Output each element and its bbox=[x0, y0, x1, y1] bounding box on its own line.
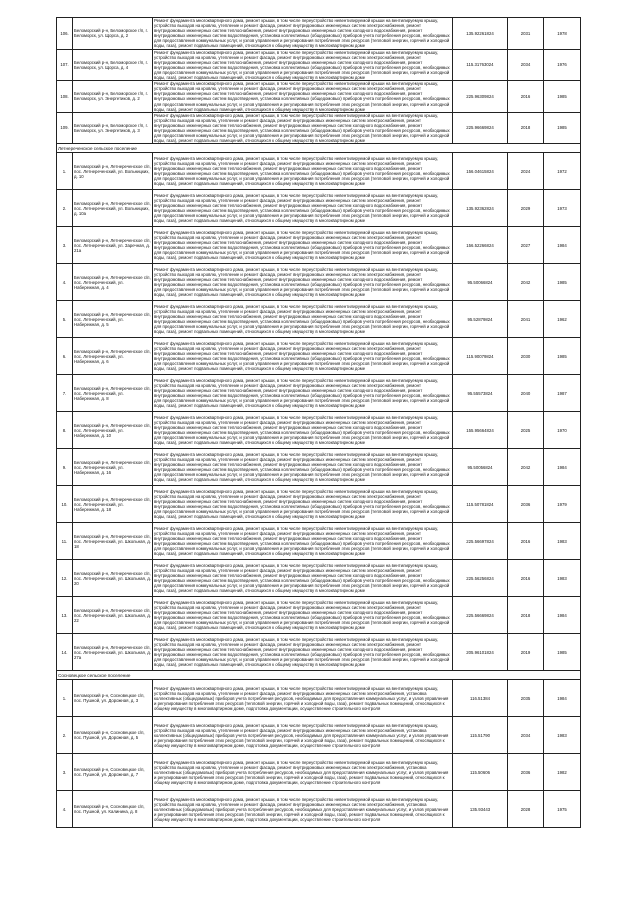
row-number: 3. bbox=[57, 754, 73, 791]
row-address: Беломорский р-н, Летнереченское с/п, пос. Летнереченский, ул. Вольницких, д. 10а bbox=[73, 190, 153, 227]
row-number: 106. bbox=[57, 18, 73, 50]
row-number: 7. bbox=[57, 375, 73, 412]
row-address: Беломорский р-н, Летнереченское с/п, пос. Летнереченский, ул. Школьная, д. 20 bbox=[73, 560, 153, 597]
row-planned-year: 2030 bbox=[508, 338, 544, 375]
row-work-description: Ремонт фундамента многоквартирного дома, ремонт крыши, в том числе переустройство невентилируемой крыши на вентилируемую крышу, устройство выходов на кровлю, утепление и ремонт фасада, ремонт внутридомовых инженерных систем электроснабжения, установка коллективных (общедомовых) приборов учета потребления ресурсов, необходимых для предоставления коммунальных услуг, и узлов управления и регулирования потребления этих ресурсов (тепловой энергии, горячей и холодной воды, газа), ремонт подвальных помещений, относящихся к общему имуществу в многоквартирном доме, подготовка документации, осуществление строительного контроля bbox=[153, 717, 453, 754]
row-planned-year: 2042 bbox=[508, 449, 544, 486]
row-address: Беломорский р-н, Летнереченское с/п, пос. Летнереченский, ул. Набережная, д. 18 bbox=[73, 486, 153, 523]
table-row bbox=[57, 301, 581, 338]
row-built-year: 1985 bbox=[544, 112, 581, 144]
capital-repair-table bbox=[56, 17, 581, 828]
row-work-description: Ремонт фундамента многоквартирного дома, ремонт крыши, в том числе переустройство невентилируемой крыши на вентилируемую крышу, устройство выходов на кровлю, утепление и ремонт фасада, ремонт внутридомовых инженерных систем электроснабжения, ремонт внутридомовых инженерных систем теплоснабжения, ремонт внутридомовых инженерных систем холодного водоснабжения, ремонт внутридомовых инженерных систем водоотведения, установка коллективных (общедомовых) приборов учета потребления ресурсов, необходимых для предоставления коммунальных услуг, и узлов управления и регулирования потребления этих ресурсов (тепловой энергии, горячей и холодной воды, газа), ремонт подвальных помещений, относящихся к общему имуществу в многоквартирном доме bbox=[153, 190, 453, 227]
row-built-year: 1962 bbox=[544, 301, 581, 338]
table-row bbox=[57, 375, 581, 412]
row-number: 2. bbox=[57, 717, 73, 754]
row-planned-year: 2034 bbox=[508, 717, 544, 754]
row-number: 108. bbox=[57, 81, 73, 113]
row-number: 5. bbox=[57, 301, 73, 338]
row-work-description: Ремонт фундамента многоквартирного дома, ремонт крыши, в том числе переустройство невентилируемой крыши на вентилируемую крышу, устройство выходов на кровлю, утепление и ремонт фасада, ремонт внутридомовых инженерных систем электроснабжения, ремонт внутридомовых инженерных систем теплоснабжения, ремонт внутридомовых инженерных систем холодного водоснабжения, ремонт внутридомовых инженерных систем водоотведения, установка коллективных (общедомовых) приборов учета потребления ресурсов, необходимых для предоставления коммунальных услуг, и узлов управления и регулирования потребления этих ресурсов (тепловой энергии, горячей и холодной воды, газа), ремонт подвальных помещений, относящихся к общему имуществу в многоквартирном доме bbox=[153, 375, 453, 412]
row-work-description: Ремонт фундамента многоквартирного дома, ремонт крыши, в том числе переустройство невентилируемой крыши на вентилируемую крышу, устройство выходов на кровлю, утепление и ремонт фасада, ремонт внутридомовых инженерных систем электроснабжения, ремонт внутридомовых инженерных систем теплоснабжения, ремонт внутридомовых инженерных систем холодного водоснабжения, ремонт внутридомовых инженерных систем водоотведения, установка коллективных (общедомовых) приборов учета потребления ресурсов, необходимых для предоставления коммунальных услуг, и узлов управления и регулирования потребления этих ресурсов (тепловой энергии, горячей и холодной воды, газа), ремонт подвальных помещений, относящихся к общему имуществу в многоквартирном доме bbox=[153, 412, 453, 449]
table-row bbox=[57, 81, 581, 113]
row-planned-year: 2018 bbox=[508, 597, 544, 634]
row-work-description: Ремонт фундамента многоквартирного дома, ремонт крыши, в том числе переустройство невентилируемой крыши на вентилируемую крышу, устройство выходов на кровлю, утепление и ремонт фасада, ремонт внутридомовых инженерных систем электроснабжения, ремонт внутридомовых инженерных систем теплоснабжения, ремонт внутридомовых инженерных систем холодного водоснабжения, ремонт внутридомовых инженерных систем водоотведения, установка коллективных (общедомовых) приборов учета потребления ресурсов, необходимых для предоставления коммунальных услуг, и узлов управления и регулирования потребления этих ресурсов (тепловой энергии, горячей и холодной воды, газа), ремонт подвальных помещений, относящихся к общему имуществу в многоквартирном доме bbox=[153, 153, 453, 190]
row-work-description: Ремонт фундамента многоквартирного дома, ремонт крыши, в том числе переустройство невентилируемой крыши на вентилируемую крышу, устройство выходов на кровлю, утепление и ремонт фасада, ремонт внутридомовых инженерных систем электроснабжения, ремонт внутридомовых инженерных систем теплоснабжения, ремонт внутридомовых инженерных систем холодного водоснабжения, ремонт внутридомовых инженерных систем водоотведения, установка коллективных (общедомовых) приборов учета потребления ресурсов, необходимых для предоставления коммунальных услуг, и узлов управления и регулирования потребления этих ресурсов (тепловой энергии, горячей и холодной воды, газа), ремонт подвальных помещений, относящихся к общему имуществу в многоквартирном доме bbox=[153, 634, 453, 671]
row-number: 9. bbox=[57, 449, 73, 486]
row-work-description: Ремонт фундамента многоквартирного дома, ремонт крыши, в том числе переустройство невентилируемой крыши на вентилируемую крышу, устройство выходов на кровлю, утепление и ремонт фасада, ремонт внутридомовых инженерных систем электроснабжения, установка коллективных (общедомовых) приборов учета потребления ресурсов, необходимых для предоставления коммунальных услуг, и узлов управления и регулирования потребления этих ресурсов (тепловой энергии, горячей и холодной воды, газа), ремонт подвальных помещений, относящихся к общему имуществу в многоквартирном доме, подготовка документации, осуществление строительного контроля bbox=[153, 754, 453, 791]
table-row bbox=[57, 486, 581, 523]
row-work-description: Ремонт фундамента многоквартирного дома, ремонт крыши, в том числе переустройство невентилируемой крыши на вентилируемую крышу, устройство выходов на кровлю, утепление и ремонт фасада, ремонт внутридомовых инженерных систем электроснабжения, ремонт внутридомовых инженерных систем теплоснабжения, ремонт внутридомовых инженерных систем холодного водоснабжения, ремонт внутридомовых инженерных систем водоотведения, установка коллективных (общедомовых) приборов учета потребления ресурсов, необходимых для предоставления коммунальных услуг, и узлов управления и регулирования потребления этих ресурсов (тепловой энергии, горячей и холодной воды, газа), ремонт подвальных помещений, относящихся к общему имуществу в многоквартирном доме bbox=[153, 449, 453, 486]
row-built-year: 1987 bbox=[544, 375, 581, 412]
row-built-year: 1983 bbox=[544, 523, 581, 560]
row-cost: 225.96309824 bbox=[453, 81, 508, 113]
row-address: Беломорский р-н, Сосновецкое с/п, пос. Пушной, ул. Дорожная, д. 5 bbox=[73, 717, 153, 754]
row-work-description: Ремонт фундамента многоквартирного дома, ремонт крыши, в том числе переустройство невентилируемой крыши на вентилируемую крышу, устройство выходов на кровлю, утепление и ремонт фасада, ремонт внутридомовых инженерных систем электроснабжения, ремонт внутридомовых инженерных систем теплоснабжения, ремонт внутридомовых инженерных систем холодного водоснабжения, ремонт внутридомовых инженерных систем водоотведения, установка коллективных (общедомовых) приборов учета потребления ресурсов, необходимых для предоставления коммунальных услуг, и узлов управления и регулирования потребления этих ресурсов (тепловой энергии, горячей и холодной воды, газа), ремонт подвальных помещений, относящихся к общему имуществу в многоквартирном доме bbox=[153, 227, 453, 264]
row-number: 10. bbox=[57, 486, 73, 523]
row-address: Беломорский р-н, Летнереченское с/п, пос. Летнереченский, ул. Набережная, д. 4 bbox=[73, 264, 153, 301]
table-row bbox=[57, 597, 581, 634]
table-row bbox=[57, 190, 581, 227]
row-work-description: Ремонт фундамента многоквартирного дома, ремонт крыши, в том числе переустройство невентилируемой крыши на вентилируемую крышу, устройство выходов на кровлю, утепление и ремонт фасада, ремонт внутридомовых инженерных систем электроснабжения, ремонт внутридомовых инженерных систем теплоснабжения, ремонт внутридомовых инженерных систем холодного водоснабжения, ремонт внутридомовых инженерных систем водоотведения, установка коллективных (общедомовых) приборов учета потребления ресурсов, необходимых для предоставления коммунальных услуг, и узлов управления и регулирования потребления этих ресурсов (тепловой энергии, горячей и холодной воды, газа), ремонт подвальных помещений, относящихся к общему имуществу в многоквартирном доме bbox=[153, 112, 453, 144]
row-planned-year: 2028 bbox=[508, 791, 544, 828]
row-cost: 95.52879824 bbox=[453, 301, 508, 338]
row-number: 1. bbox=[57, 680, 73, 717]
table-row bbox=[57, 754, 581, 791]
table-row bbox=[57, 49, 581, 81]
table-row bbox=[57, 18, 581, 50]
row-address: Беломорский р-н, Беломорское г/п, г. Беломорск, ул. Щорса, д. 2 bbox=[73, 18, 153, 50]
row-number: 107. bbox=[57, 49, 73, 81]
table-row bbox=[57, 523, 581, 560]
section-row bbox=[57, 671, 581, 680]
row-number: 4. bbox=[57, 264, 73, 301]
row-planned-year: 2019 bbox=[508, 634, 544, 671]
row-planned-year: 2031 bbox=[508, 18, 544, 50]
row-number: 6. bbox=[57, 338, 73, 375]
section-title: Сосновецкое сельское поселение bbox=[57, 671, 581, 680]
row-planned-year: 2016 bbox=[508, 81, 544, 113]
row-cost: 205.96101824 bbox=[453, 634, 508, 671]
row-planned-year: 2018 bbox=[508, 112, 544, 144]
row-planned-year: 2029 bbox=[508, 190, 544, 227]
table-row bbox=[57, 560, 581, 597]
row-work-description: Ремонт фундамента многоквартирного дома, ремонт крыши, в том числе переустройство невентилируемой крыши на вентилируемую крышу, устройство выходов на кровлю, утепление и ремонт фасада, ремонт внутридомовых инженерных систем электроснабжения, ремонт внутридомовых инженерных систем теплоснабжения, ремонт внутридомовых инженерных систем холодного водоснабжения, ремонт внутридомовых инженерных систем водоотведения, установка коллективных (общедомовых) приборов учета потребления ресурсов, необходимых для предоставления коммунальных услуг, и узлов управления и регулирования потребления этих ресурсов (тепловой энергии, горячей и холодной воды, газа), ремонт подвальных помещений, относящихся к общему имуществу в многоквартирном доме bbox=[153, 560, 453, 597]
row-built-year: 1984 bbox=[544, 597, 581, 634]
row-planned-year: 2036 bbox=[508, 754, 544, 791]
row-built-year: 1983 bbox=[544, 560, 581, 597]
row-address: Беломорский р-н, Летнереченское с/п, пос. Летнереченский, ул. Школьная, д. 22 bbox=[73, 597, 153, 634]
row-cost: 225.56669824 bbox=[453, 597, 508, 634]
row-cost: 115.51790 bbox=[453, 717, 508, 754]
row-planned-year: 2027 bbox=[508, 227, 544, 264]
row-cost: 155.95664824 bbox=[453, 412, 508, 449]
row-work-description: Ремонт фундамента многоквартирного дома, ремонт крыши, в том числе переустройство невентилируемой крыши на вентилируемую крышу, устройство выходов на кровлю, утепление и ремонт фасада, ремонт внутридомовых инженерных систем электроснабжения, установка коллективных (общедомовых) приборов учета потребления ресурсов, необходимых для предоставления коммунальных услуг, и узлов управления и регулирования потребления этих ресурсов (тепловой энергии, горячей и холодной воды, газа), ремонт подвальных помещений, относящихся к общему имуществу в многоквартирном доме, подготовка документации, осуществление строительного контроля bbox=[153, 791, 453, 828]
row-built-year: 1976 bbox=[544, 49, 581, 81]
row-number: 14. bbox=[57, 634, 73, 671]
row-work-description: Ремонт фундамента многоквартирного дома, ремонт крыши, в том числе переустройство невентилируемой крыши на вентилируемую крышу, устройство выходов на кровлю, утепление и ремонт фасада, ремонт внутридомовых инженерных систем электроснабжения, ремонт внутридомовых инженерных систем теплоснабжения, ремонт внутридомовых инженерных систем холодного водоснабжения, ремонт внутридомовых инженерных систем водоотведения, установка коллективных (общедомовых) приборов учета потребления ресурсов, необходимых для предоставления коммунальных услуг, и узлов управления и регулирования потребления этих ресурсов (тепловой энергии, горячей и холодной воды, газа), ремонт подвальных помещений, относящихся к общему имуществу в многоквартирном доме bbox=[153, 264, 453, 301]
table-row bbox=[57, 680, 581, 717]
row-cost: 95.50056824 bbox=[453, 449, 508, 486]
row-built-year: 1985 bbox=[544, 634, 581, 671]
row-built-year: 1985 bbox=[544, 81, 581, 113]
row-planned-year: 2016 bbox=[508, 560, 544, 597]
table-row bbox=[57, 449, 581, 486]
row-cost: 95.50066824 bbox=[453, 264, 508, 301]
row-work-description: Ремонт фундамента многоквартирного дома, ремонт крыши, в том числе переустройство невентилируемой крыши на вентилируемую крышу, устройство выходов на кровлю, утепление и ремонт фасада, ремонт внутридомовых инженерных систем электроснабжения, ремонт внутридомовых инженерных систем теплоснабжения, ремонт внутридомовых инженерных систем холодного водоснабжения, ремонт внутридомовых инженерных систем водоотведения, установка коллективных (общедомовых) приборов учета потребления ресурсов, необходимых для предоставления коммунальных услуг, и узлов управления и регулирования потребления этих ресурсов (тепловой энергии, горячей и холодной воды, газа), ремонт подвальных помещений, относящихся к общему имуществу в многоквартирном доме bbox=[153, 18, 453, 50]
section-title: Летнереченское сельское поселение bbox=[57, 144, 581, 153]
row-planned-year: 2016 bbox=[508, 523, 544, 560]
table-row bbox=[57, 412, 581, 449]
row-address: Беломорский р-н, Летнереченское с/п, пос. Летнереченский, ул. Набережная, д. 10 bbox=[73, 412, 153, 449]
row-cost: 115.50606 bbox=[453, 754, 508, 791]
row-number: 12. bbox=[57, 560, 73, 597]
row-built-year: 1982 bbox=[544, 754, 581, 791]
row-cost: 116.51384 bbox=[453, 680, 508, 717]
row-built-year: 1979 bbox=[544, 486, 581, 523]
row-built-year: 1973 bbox=[544, 190, 581, 227]
row-cost: 135.93443 bbox=[453, 791, 508, 828]
table-row bbox=[57, 717, 581, 754]
row-address: Беломорский р-н, Сосновецкое с/п, пос. Пушной, ул. Дорожная, д. 7 bbox=[73, 754, 153, 791]
row-work-description: Ремонт фундамента многоквартирного дома, ремонт крыши, в том числе переустройство невентилируемой крыши на вентилируемую крышу, устройство выходов на кровлю, утепление и ремонт фасада, ремонт внутридомовых инженерных систем электроснабжения, ремонт внутридомовых инженерных систем теплоснабжения, ремонт внутридомовых инженерных систем холодного водоснабжения, ремонт внутридомовых инженерных систем водоотведения, установка коллективных (общедомовых) приборов учета потребления ресурсов, необходимых для предоставления коммунальных услуг, и узлов управления и регулирования потребления этих ресурсов (тепловой энергии, горячей и холодной воды, газа), ремонт подвальных помещений, относящихся к общему имуществу в многоквартирном доме bbox=[153, 523, 453, 560]
row-work-description: Ремонт фундамента многоквартирного дома, ремонт крыши, в том числе переустройство невентилируемой крыши на вентилируемую крышу, устройство выходов на кровлю, утепление и ремонт фасада, ремонт внутридомовых инженерных систем электроснабжения, установка коллективных (общедомовых) приборов учета потребления ресурсов, необходимых для предоставления коммунальных услуг, и узлов управления и регулирования потребления этих ресурсов (тепловой энергии, горячей и холодной воды, газа), ремонт подвальных помещений, относящихся к общему имуществу в многоквартирном доме, подготовка документации, осуществление строительного контроля bbox=[153, 680, 453, 717]
row-number: 109. bbox=[57, 112, 73, 144]
row-cost: 225.56256824 bbox=[453, 560, 508, 597]
row-address: Беломорский р-н, Летнереченское с/п, пос. Летнереченский, ул. Вольницких, д. 10 bbox=[73, 153, 153, 190]
row-address: Беломорский р-н, Летнереченское с/п, пос. Летнереченский, ул. Набережная, д. 6 bbox=[73, 338, 153, 375]
row-work-description: Ремонт фундамента многоквартирного дома, ремонт крыши, в том числе переустройство невентилируемой крыши на вентилируемую крышу, устройство выходов на кровлю, утепление и ремонт фасада, ремонт внутридомовых инженерных систем электроснабжения, ремонт внутридомовых инженерных систем теплоснабжения, ремонт внутридомовых инженерных систем холодного водоснабжения, ремонт внутридомовых инженерных систем водоотведения, установка коллективных (общедомовых) приборов учета потребления ресурсов, необходимых для предоставления коммунальных услуг, и узлов управления и регулирования потребления этих ресурсов (тепловой энергии, горячей и холодной воды, газа), ремонт подвальных помещений, относящихся к общему имуществу в многоквартирном доме bbox=[153, 597, 453, 634]
row-address: Беломорский р-н, Сосновецкое с/п, пос. Пушной, ул. Калинина, д. 8 bbox=[73, 791, 153, 828]
row-address: Беломорский р-н, Летнереченское с/п, пос. Летнереченский, ул. Школьная, д. 27а bbox=[73, 634, 153, 671]
row-planned-year: 2036 bbox=[508, 486, 544, 523]
row-number: 4. bbox=[57, 791, 73, 828]
row-planned-year: 2041 bbox=[508, 301, 544, 338]
row-cost: 135.92362824 bbox=[453, 190, 508, 227]
row-built-year: 1984 bbox=[544, 449, 581, 486]
row-address: Беломорский р-н, Беломорское г/п, г. Беломорск, ул. Энергетиков, д. 3 bbox=[73, 112, 153, 144]
row-cost: 95.55573824 bbox=[453, 375, 508, 412]
row-work-description: Ремонт фундамента многоквартирного дома, ремонт крыши, в том числе переустройство невентилируемой крыши на вентилируемую крышу, устройство выходов на кровлю, утепление и ремонт фасада, ремонт внутридомовых инженерных систем электроснабжения, ремонт внутридомовых инженерных систем теплоснабжения, ремонт внутридомовых инженерных систем холодного водоснабжения, ремонт внутридомовых инженерных систем водоотведения, установка коллективных (общедомовых) приборов учета потребления ресурсов, необходимых для предоставления коммунальных услуг, и узлов управления и регулирования потребления этих ресурсов (тепловой энергии, горячей и холодной воды, газа), ремонт подвальных помещений, относящихся к общему имуществу в многоквартирном доме bbox=[153, 301, 453, 338]
row-number: 11. bbox=[57, 523, 73, 560]
row-built-year: 1975 bbox=[544, 791, 581, 828]
row-work-description: Ремонт фундамента многоквартирного дома, ремонт крыши, в том числе переустройство невентилируемой крыши на вентилируемую крышу, устройство выходов на кровлю, утепление и ремонт фасада, ремонт внутридомовых инженерных систем электроснабжения, ремонт внутридомовых инженерных систем теплоснабжения, ремонт внутридомовых инженерных систем холодного водоснабжения, ремонт внутридомовых инженерных систем водоотведения, установка коллективных (общедомовых) приборов учета потребления ресурсов, необходимых для предоставления коммунальных услуг, и узлов управления и регулирования потребления этих ресурсов (тепловой энергии, горячей и холодной воды, газа), ремонт подвальных помещений, относящихся к общему имуществу в многоквартирном доме bbox=[153, 49, 453, 81]
row-address: Беломорский р-н, Летнереченское с/п, пос. Летнереченский, ул. Набережная, д. 8 bbox=[73, 375, 153, 412]
table-row bbox=[57, 153, 581, 190]
row-cost: 135.92261824 bbox=[453, 18, 508, 50]
row-built-year: 1972 bbox=[544, 153, 581, 190]
row-address: Беломорский р-н, Сосновецкое с/п, пос. Пушной, ул. Дорожная, д. 3 bbox=[73, 680, 153, 717]
row-work-description: Ремонт фундамента многоквартирного дома, ремонт крыши, в том числе переустройство невентилируемой крыши на вентилируемую крышу, устройство выходов на кровлю, утепление и ремонт фасада, ремонт внутридомовых инженерных систем электроснабжения, ремонт внутридомовых инженерных систем теплоснабжения, ремонт внутридомовых инженерных систем холодного водоснабжения, ремонт внутридомовых инженерных систем водоотведения, установка коллективных (общедомовых) приборов учета потребления ресурсов, необходимых для предоставления коммунальных услуг, и узлов управления и регулирования потребления этих ресурсов (тепловой энергии, горячей и холодной воды, газа), ремонт подвальных помещений, относящихся к общему имуществу в многоквартирном доме bbox=[153, 486, 453, 523]
row-cost: 115.90079824 bbox=[453, 338, 508, 375]
row-address: Беломорский р-н, Беломорское г/п, г. Беломорск, ул. Энергетиков, д. 2 bbox=[73, 81, 153, 113]
row-cost: 225.96669824 bbox=[453, 112, 508, 144]
row-built-year: 1985 bbox=[544, 264, 581, 301]
table-row bbox=[57, 112, 581, 144]
row-address: Беломорский р-н, Летнереченское с/п, пос. Летнереченский, ул. Набережная, д. 5 bbox=[73, 301, 153, 338]
row-planned-year: 2042 bbox=[508, 264, 544, 301]
row-built-year: 1984 bbox=[544, 680, 581, 717]
row-built-year: 1985 bbox=[544, 338, 581, 375]
row-cost: 115.31763024 bbox=[453, 49, 508, 81]
row-cost: 156.04615824 bbox=[453, 153, 508, 190]
row-number: 13. bbox=[57, 597, 73, 634]
row-number: 2. bbox=[57, 190, 73, 227]
row-planned-year: 2024 bbox=[508, 153, 544, 190]
table-row bbox=[57, 338, 581, 375]
row-cost: 115.50781824 bbox=[453, 486, 508, 523]
row-built-year: 1970 bbox=[544, 412, 581, 449]
table-row bbox=[57, 634, 581, 671]
row-number: 1. bbox=[57, 153, 73, 190]
row-address: Беломорский р-н, Летнереченское с/п, пос. Летнереченский, ул. Школьная, д. 18 bbox=[73, 523, 153, 560]
row-work-description: Ремонт фундамента многоквартирного дома, ремонт крыши, в том числе переустройство невентилируемой крыши на вентилируемую крышу, устройство выходов на кровлю, утепление и ремонт фасада, ремонт внутридомовых инженерных систем электроснабжения, ремонт внутридомовых инженерных систем теплоснабжения, ремонт внутридомовых инженерных систем холодного водоснабжения, ремонт внутридомовых инженерных систем водоотведения, установка коллективных (общедомовых) приборов учета потребления ресурсов, необходимых для предоставления коммунальных услуг, и узлов управления и регулирования потребления этих ресурсов (тепловой энергии, горячей и холодной воды, газа), ремонт подвальных помещений, относящихся к общему имуществу в многоквартирном доме bbox=[153, 81, 453, 113]
row-planned-year: 2025 bbox=[508, 412, 544, 449]
row-planned-year: 2035 bbox=[508, 680, 544, 717]
row-built-year: 1984 bbox=[544, 227, 581, 264]
table-row bbox=[57, 227, 581, 264]
row-cost: 156.52266824 bbox=[453, 227, 508, 264]
table-body bbox=[57, 18, 581, 828]
row-cost: 225.56697824 bbox=[453, 523, 508, 560]
row-work-description: Ремонт фундамента многоквартирного дома, ремонт крыши, в том числе переустройство невентилируемой крыши на вентилируемую крышу, устройство выходов на кровлю, утепление и ремонт фасада, ремонт внутридомовых инженерных систем электроснабжения, ремонт внутридомовых инженерных систем теплоснабжения, ремонт внутридомовых инженерных систем холодного водоснабжения, ремонт внутридомовых инженерных систем водоотведения, установка коллективных (общедомовых) приборов учета потребления ресурсов, необходимых для предоставления коммунальных услуг, и узлов управления и регулирования потребления этих ресурсов (тепловой энергии, горячей и холодной воды, газа), ремонт подвальных помещений, относящихся к общему имуществу в многоквартирном доме bbox=[153, 338, 453, 375]
row-planned-year: 2034 bbox=[508, 49, 544, 81]
section-row bbox=[57, 144, 581, 153]
table-row bbox=[57, 791, 581, 828]
table-row bbox=[57, 264, 581, 301]
row-planned-year: 2040 bbox=[508, 375, 544, 412]
row-address: Беломорский р-н, Летнереченское с/п, пос. Летнереченский, ул. Набережная, д. 16 bbox=[73, 449, 153, 486]
row-number: 8. bbox=[57, 412, 73, 449]
row-number: 3. bbox=[57, 227, 73, 264]
row-built-year: 1983 bbox=[544, 717, 581, 754]
row-address: Беломорский р-н, Беломорское г/п, г. Беломорск, ул. Щорса, д. 4 bbox=[73, 49, 153, 81]
row-address: Беломорский р-н, Летнереченское с/п, пос. Летнереченский, ул. Заречная, д. 21а bbox=[73, 227, 153, 264]
row-built-year: 1978 bbox=[544, 18, 581, 50]
